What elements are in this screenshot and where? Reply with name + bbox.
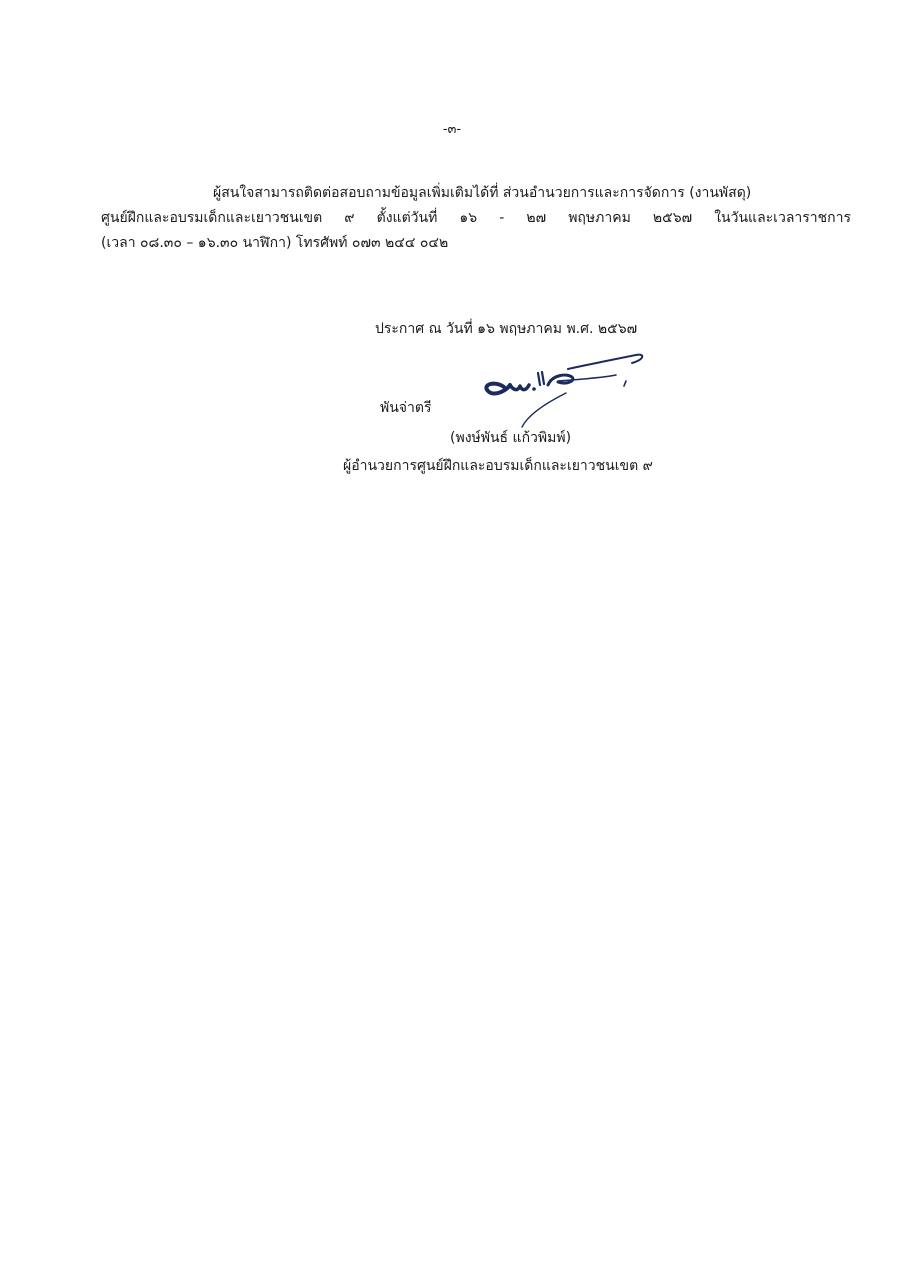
paragraph-line-1: ผู้สนใจสามารถติดต่อสอบถามข้อมูลเพิ่มเติมได้ที่ ส่วนอำนวยการและการจัดการ (งานพัสดุ): [213, 185, 752, 201]
page-number: -๓-: [442, 122, 462, 137]
signer-position: ผู้อำนวยการศูนย์ฝึกและอบรมเด็กและเยาวชนเขต ๙: [343, 458, 653, 474]
paragraph-line-2: ศูนย์ฝึกและอบรมเด็กและเยาวชนเขต ๙ ตั้งแต่วันที่ ๑๖ - ๒๗ พฤษภาคม ๒๕๖๗ ในวันและเวลาราชการ: [101, 210, 851, 226]
signer-name: (พงษ์พันธ์ แก้วพิมพ์): [450, 430, 572, 446]
handwritten-signature: [476, 345, 656, 435]
announcement-date: ประกาศ ณ วันที่ ๑๖ พฤษภาคม พ.ศ. ๒๕๖๗: [375, 321, 638, 337]
paragraph-line-3: (เวลา ๐๘.๓๐ – ๑๖.๓๐ นาฬิกา) โทรศัพท์ ๐๗๓ ๒๔๔ ๐๔๒: [101, 235, 449, 251]
signer-rank: พันจ่าตรี: [380, 400, 432, 416]
contact-paragraph: [101, 181, 851, 256]
